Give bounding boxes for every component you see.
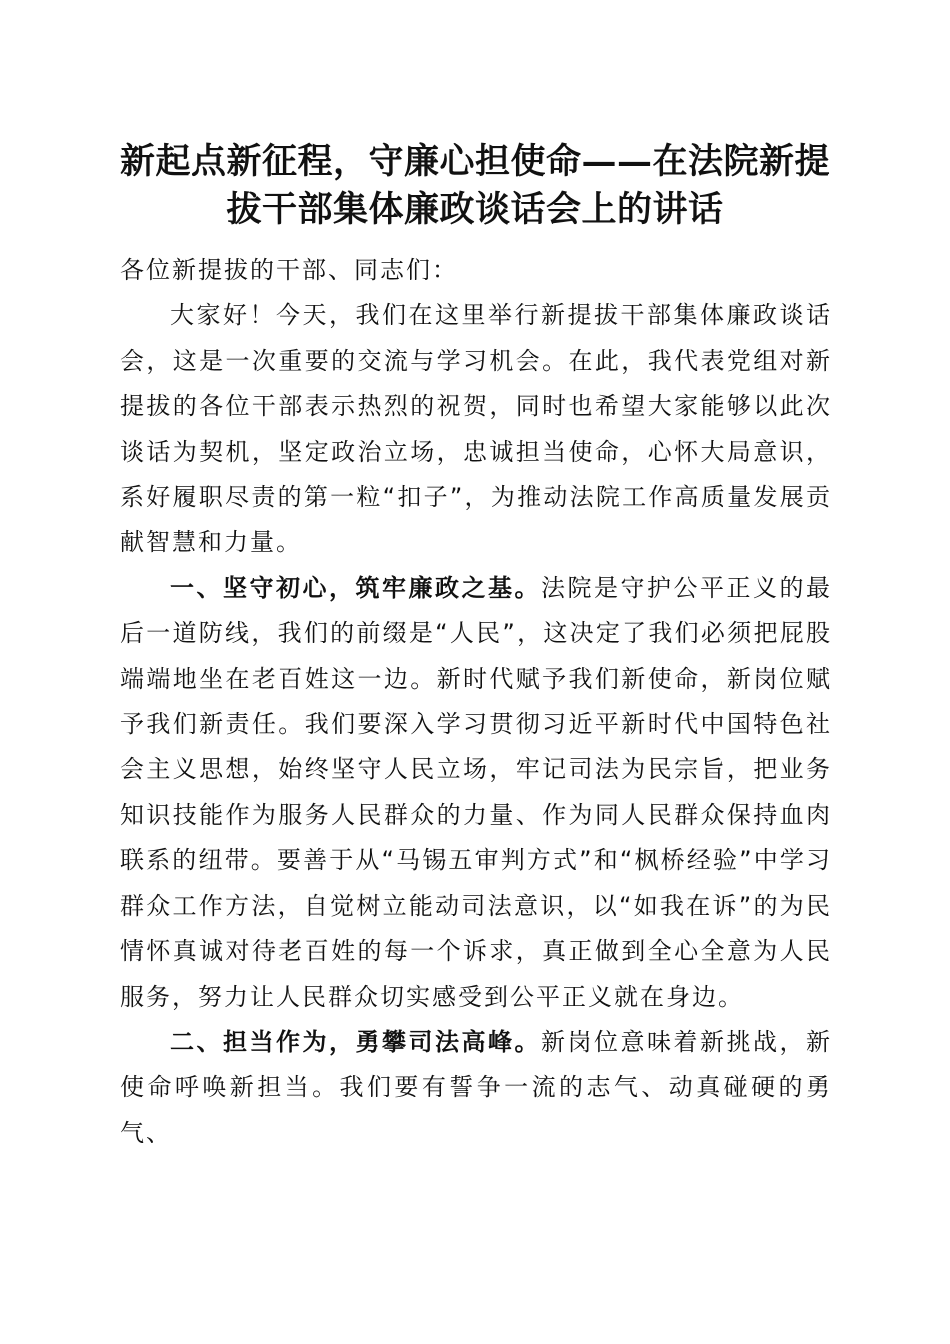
section-heading: 二、担当作为，勇攀司法高峰。 [170,1027,541,1056]
paragraph-text: 法院是守护公平正义的最后一道防线，我们的前缀是“人民”，这决定了我们必须把屁股端端地坐在老百姓这一边。新时代赋予我们新使命，新岗位赋予我们新责任。我们要深入学习贯彻习近平新时代中国特色社会主义思想，始终坚守人民立场，牢记司法为民宗旨，把业务知识技能作为服务人民群众的力量、作为同人民群众保持血肉联系的纽带。要善于从“马锡五审判方式”和“枫桥经验”中学习群众工作方法，自觉树立能动司法意识，以“如我在诉”的为民情怀真诚对待老百姓的每一个诉求，真正做到全心全意为人民服务，努力让人民群众切实感受到公平正义就在身边。 [120,573,832,1011]
paragraph-section-2 [120,1020,832,1156]
paragraph-opening [120,293,832,565]
title-line-1: 新起点新征程，守廉心担使命——在法院新提 [119,141,830,182]
paragraph-section-1 [120,566,832,1020]
paragraph-text: 大家好！今天，我们在这里举行新提拔干部集体廉政谈话会，这是一次重要的交流与学习机会。在此，我代表党组对新提拔的各位干部表示热烈的祝贺，同时也希望大家能够以此次谈话为契机，坚定政治立场，忠诚担当使命，心怀大局意识，系好履职尽责的第一粒“扣子”，为推动法院工作高质量发展贡献智慧和力量。 [120,301,832,557]
document-body [120,248,832,1156]
document-title [100,138,850,234]
title-line-2: 拔干部集体廉政谈话会上的讲话 [226,189,724,230]
paragraph-text: 新岗位意味着新挑战，新使命呼唤新担当。我们要有誓争一流的志气、动真碰硬的勇气、 [120,1027,832,1147]
salutation: 各位新提拔的干部、同志们： [120,256,458,284]
section-heading: 一、坚守初心，筑牢廉政之基。 [170,573,541,602]
